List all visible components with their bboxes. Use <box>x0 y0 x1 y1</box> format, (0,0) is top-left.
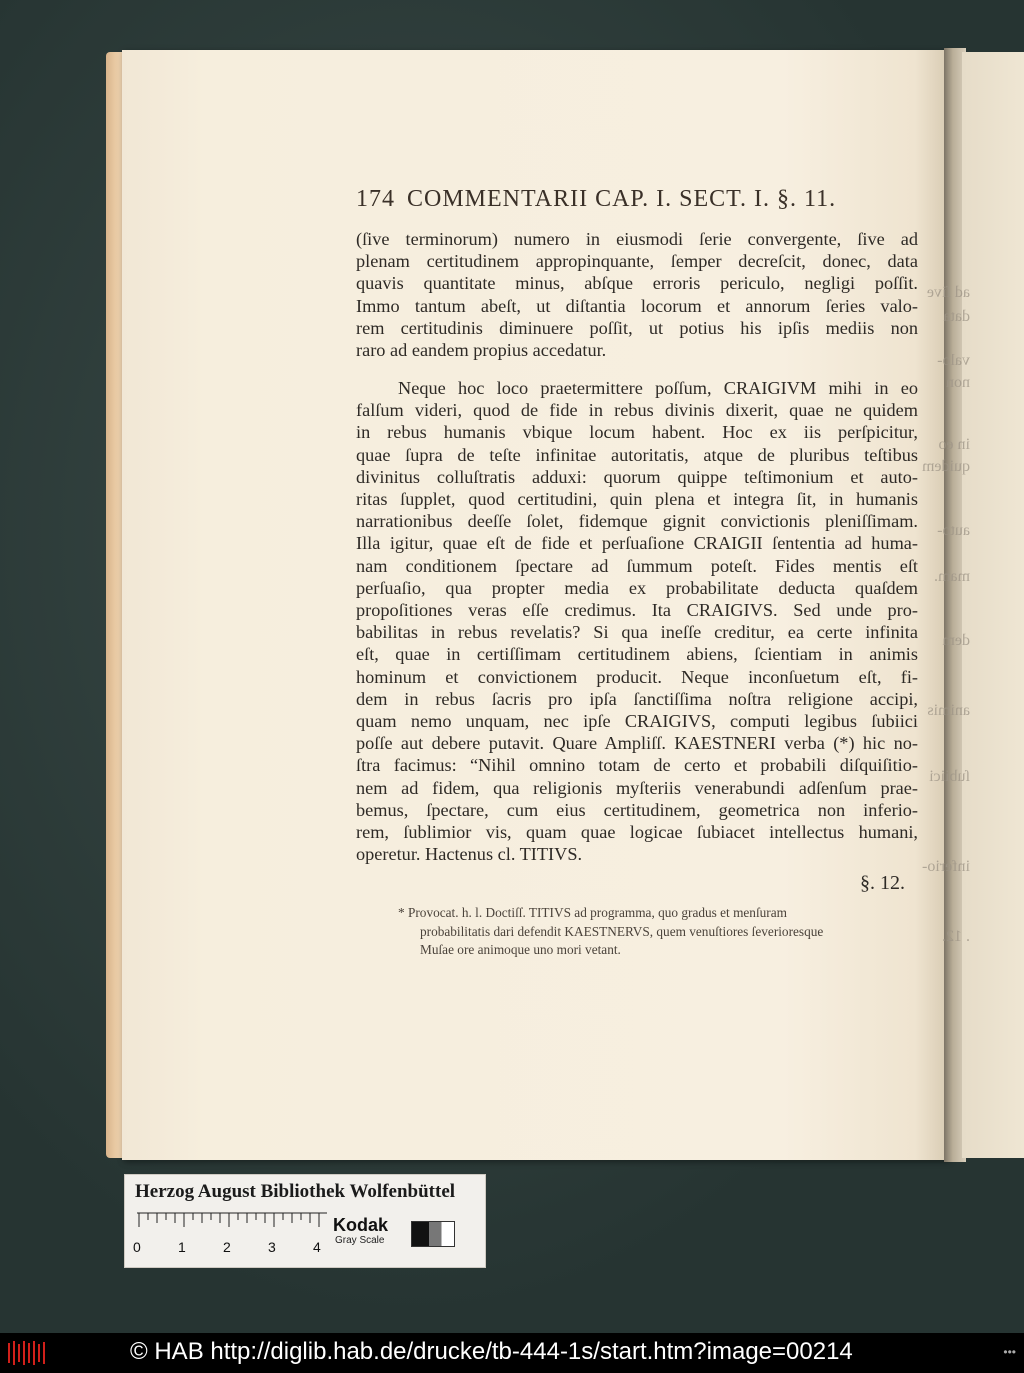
text-line: ritas ſupplet, quod certitudini, quin plena et integra ſit, in humanis <box>356 489 918 510</box>
text-line: divinitus colluſtratis adduxi: quorum quippe teſtimonium et auto- <box>356 466 918 487</box>
running-head <box>356 186 916 213</box>
ruler-number: 4 <box>313 1239 321 1255</box>
running-head-title: COMMENTARII CAP. I. SECT. I. §. 11. <box>407 186 837 212</box>
footnote <box>398 904 918 960</box>
text-line: dem in rebus ſacris pro ipſa ſanctiſſima noſtra religione accipi, <box>356 688 918 709</box>
permalink-text: © HAB http://diglib.hab.de/drucke/tb-444-1s/start.htm?image=00214 <box>130 1338 853 1365</box>
text-line: perſuaſio, qua propter media ex probabilitate deducta quaſdem <box>356 577 918 598</box>
text-line: quam nemo unquam, nec ipſe CRAIGIVS, computi legibus ſubiici <box>356 711 918 732</box>
text-line: quae ſupra de teſte infinitae autoritatis, atque de pluribus teſtibus <box>356 444 918 465</box>
text-line: plenam certitudinem appropinquante, ſemper decreſcit, donec, data <box>356 251 918 272</box>
footnote-line: probabilitatis dari defendit KAESTNERVS, quem venuſtiores ſeverioresque <box>420 923 824 939</box>
ruler-number: 0 <box>133 1239 141 1255</box>
text-line: poſſe aut debere putavit. Quare Ampliſſ. KAESTNERI verba (*) hic no- <box>356 733 918 754</box>
text-line: bemus, ſpectare, cum eius certitudinem, geometrica non inferio- <box>356 799 918 820</box>
text-line: falſum videri, quod de fide in rebus divinis dixerit, quae ne quidem <box>356 400 918 421</box>
text-line: operetur. Hactenus cl. TITIVS. <box>356 844 583 865</box>
footer-dots: ••• <box>1003 1345 1016 1359</box>
gray-swatch <box>411 1221 455 1247</box>
paragraph-2 <box>356 377 918 865</box>
ruler-scale <box>137 1213 327 1235</box>
text-line: Illa igitur, quae eſt de fide et perſuaſione CRAIGII ſententia ad huma- <box>356 533 918 554</box>
paragraph-1 <box>356 228 918 361</box>
text-line: rem certitudinis diminuere poſſit, ut potius his ipſis mediis non <box>356 317 918 338</box>
text-line: Immo tantum abeſt, ut diſtantia locorum et annorum ſeries valo- <box>356 295 918 316</box>
text-line: rem, ſublimior vis, quam quae logicae ſubiacet intellectus humani, <box>356 822 918 843</box>
footnote-line: Muſae ore animoque uno mori vetant. <box>420 942 621 957</box>
text-line: in rebus humanis vbique locum habent. Hoc ex iis perſpicitur, <box>356 422 918 443</box>
footnote-line: * Provocat. h. l. Doctiſſ. TITIVS ad programma, quo gradus et menſuram <box>398 905 787 920</box>
text-line: ſtra facimus: “Nihil omnino totam de certo et probabili diſquiſitio- <box>356 755 918 776</box>
ruler-number: 2 <box>223 1239 231 1255</box>
hab-logo-icon <box>6 1339 46 1367</box>
text-line: hominum et convictionem producit. Neque inconſuetum eſt, fi- <box>356 666 918 687</box>
facing-page-edge: ad ſive data valo- non in eo quidem auto- mam. dem animis ſubiici inferio- . 12. <box>962 52 1024 1158</box>
text-line: raro ad eandem propius accedatur. <box>356 340 607 361</box>
text-line: babilitas in rebus revelatis? Si qua ineſſe creditur, ea certe infinita <box>356 622 918 643</box>
text-line: nem ad fidem, qua religionis myſteriis venerabundi adſenſum prae- <box>356 777 918 798</box>
ruler-number: 3 <box>268 1239 276 1255</box>
text-line: propoſitiones veras eſſe credimus. Ita CRAIGIVS. Sed unde pro- <box>356 600 918 621</box>
text-line: Neque hoc loco praetermittere poſſum, CRAIGIVM mihi in eo <box>398 378 918 398</box>
footer-bar <box>0 1333 1024 1373</box>
page-number: 174 <box>356 186 395 212</box>
ruler-number: 1 <box>178 1239 186 1255</box>
text-line: narrationibus deeſſe ſolet, fidemque gignit convictionis pleniſſimam. <box>356 511 918 532</box>
gray-scale-label: Gray Scale <box>335 1235 385 1246</box>
text-line: nam conditionem ſpectare ad ſummum poteſt. Fides mentis eſt <box>356 555 918 576</box>
text-line: eſt, quae in certiſſimam certitudinem abiens, ſcientiam in animis <box>356 644 918 665</box>
text-line: quavis quantitate minus, abſque erroris periculo, negligi poſſit. <box>356 273 918 294</box>
kodak-brand: Kodak <box>333 1215 389 1235</box>
color-target-card <box>124 1174 486 1268</box>
library-name: Herzog August Bibliothek Wolfenbüttel <box>135 1181 456 1202</box>
text-line: (ſive terminorum) numero in eiusmodi ſerie convergente, ſive ad <box>356 229 918 249</box>
section-mark: §. 12. <box>860 872 905 894</box>
